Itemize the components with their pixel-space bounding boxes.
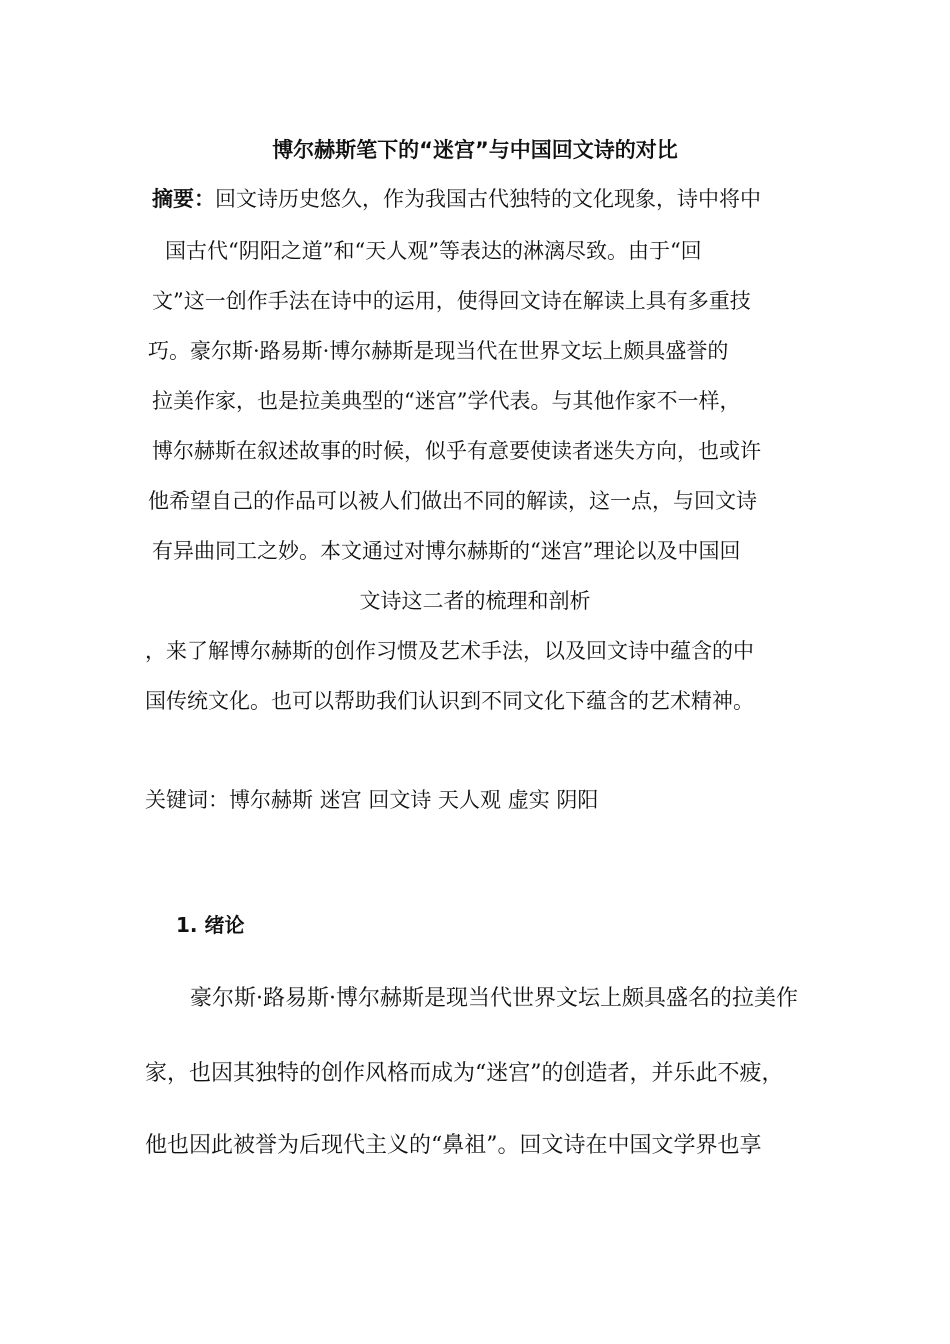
abstract-line-1-text: 回文诗历史悠久，作为我国古代独特的文化现象，诗中将中	[215, 187, 761, 211]
abstract-line-9: 文诗这二者的梳理和剖析	[359, 589, 591, 613]
body-line-1: 豪尔斯·路易斯·博尔赫斯是现当代世界文坛上颇具盛名的拉美作	[190, 986, 798, 1011]
abstract-line-4: 巧。豪尔斯·路易斯·博尔赫斯是现当代在世界文坛上颇具盛誉的	[148, 339, 729, 363]
body-line-2: 家，也因其独特的创作风格而成为“迷宫”的创造者，并乐此不疲，	[145, 1061, 784, 1086]
page-title: 博尔赫斯笔下的“迷宫”与中国回文诗的对比	[272, 138, 678, 162]
abstract-line-3: 文”这一创作手法在诗中的运用，使得回文诗在解读上具有多重技	[152, 289, 751, 313]
abstract-line-7: 他希望自己的作品可以被人们做出不同的解读，这一点，与回文诗	[148, 489, 757, 513]
section-heading: 1. 绪论	[176, 913, 245, 937]
abstract-line-2: 国古代“阴阳之道”和“天人观”等表达的淋漓尽致。由于“回	[165, 239, 702, 263]
abstract-line-10: ，来了解博尔赫斯的创作习惯及艺术手法，以及回文诗中蕴含的中	[145, 639, 754, 663]
abstract-line-11: 国传统文化。也可以帮助我们认识到不同文化下蕴含的艺术精神。	[145, 689, 754, 713]
abstract-line-6: 博尔赫斯在叙述故事的时候，似乎有意要使读者迷失方向，也或许	[152, 439, 761, 463]
abstract-label: 摘要：	[152, 187, 215, 211]
abstract-line-5: 拉美作家，也是拉美典型的“迷宫”学代表。与其他作家不一样，	[152, 389, 741, 413]
abstract-line-1	[152, 186, 761, 212]
keywords: 关键词：博尔赫斯 迷宫 回文诗 天人观 虚实 阴阳	[145, 788, 599, 812]
body-line-3: 他也因此被誉为后现代主义的“鼻祖”。回文诗在中国文学界也享	[145, 1133, 762, 1158]
abstract-line-8: 有异曲同工之妙。本文通过对博尔赫斯的“迷宫”理论以及中国回	[152, 539, 741, 563]
